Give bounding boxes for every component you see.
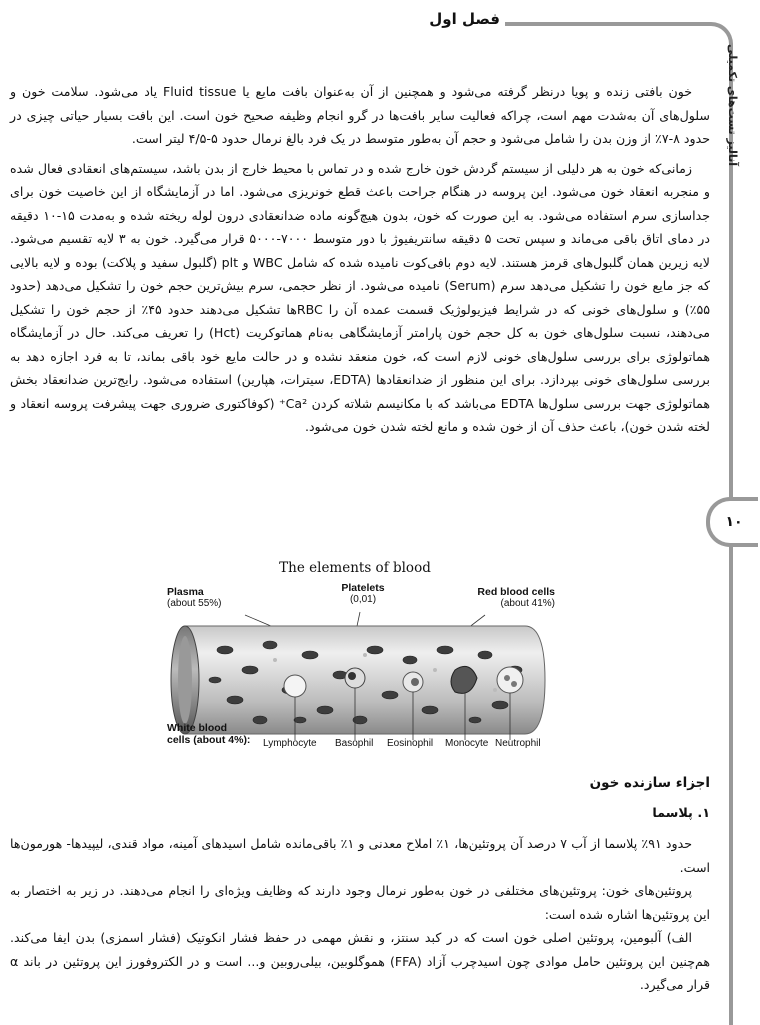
monocyte-label: Monocyte <box>445 738 489 749</box>
rbc-label: Red blood cells (about 41%) <box>477 586 555 609</box>
figure-title: The elements of blood <box>279 560 431 576</box>
blood-elements-figure <box>165 560 560 760</box>
header-rule <box>505 22 710 26</box>
plasma-text <box>10 832 710 997</box>
proteins-paragraph: پروتئین‌های خون: پروتئین‌های مختلفی در خون به‌طور نرمال وجود دارند که وظایف ویژه‌ای را انجام می‌دهند. در زیر به اختصار به این پروتئین‌ها اشاره شده است: <box>10 883 710 922</box>
intro-paragraph-1: خون بافتی زنده و پویا درنظر گرفته می‌شود و همچنین از آن به‌عنوان بافت مایع یا Fluid tissue یاد می‌شود. سلامت خون و سلول‌های آن به‌شدت مهم است، چراکه فعالیت سایر بافت‌ها در گرو انجام وظیفه صحیح خون است. این بافت بسیار حیاتی چیزی در حدود ۸-۷٪ از وزن بدن را شامل می‌شود و حجم آن به‌طور متوسط در یک فرد بالغ نرمال حدود ۵-۴/۵ لیتر است. <box>10 84 710 146</box>
lymphocyte-label: Lymphocyte <box>263 738 317 749</box>
intro-paragraph-2: زمانی‌که خون به هر دلیلی از سیستم گردش خون خارج شده و در تماس با محیط خارج از بدن باشد، سیستم‌های انعقادی فعال شده و منجربه انعقاد خون می‌شود. این پروسه در هنگام جراحت باعث قطع خونریزی می‌شود. اما در آزمایشگاه از این خاصیت خون برای جداسازی سرم استفاده می‌شود. به این صورت که خون، بدون هیچ‌گونه ماده ضدانعقادی درون لوله ریخته شده و به‌مدت ۱۵-۱۰ دقیقه در دمای اتاق باقی می‌ماند و سپس تحت ۵ دقیقه سانتریفیوژ با دور متوسط ۷۰۰۰-۵۰۰۰ قرار می‌گیرد. خون به ۳ لایه تقسیم می‌شود. لایه زیرین همان گلبول‌های قرمز هستند. لایه دوم بافی‌کوت نامیده شده که شامل WBC و plt (گلبول سفید و پلاکت) بوده و لایه بالایی که جز مایع خون را تشکیل می‌دهد سرم (Serum) نامیده می‌شود. از نظر حجمی، سرم بیش‌ترین حجم خون را تشکیل می‌دهد (حدود ۵۵٪) و سلول‌های خونی که در شرایط فیزیولوژیک قسمت عمده آن را RBCها تشکیل می‌دهند حدود ۴۵٪ از حجم خون را تشکیل می‌دهند، نسبت سلول‌های خون به کل حجم خون پارامتر آزمایشگاهی به‌نام هماتوکریت (Hct) را تعریف می‌کند. حال در آزمایشگاه هماتولوژی برای بررسی سلول‌های خونی لازم است که، خون منعقد نشده و در حالت مایع خود باقی بماند، تا به فرد اجازه دهد به بررسی سلول‌های خونی بپردازد. برای این منظور از ضدانعقادها (EDTA، سیترات، هپارین) استفاده می‌شود. رایج‌ترین ضدانعقاد بخش هماتولوژی جهت بررسی سلول‌ها EDTA می‌باشد که با مکانیسم شلاته کردن Ca²⁺ (کوفاکتوری ضروری جهت پیشرفت پروسه انعقاد و لخته شدن خون)، باعث حذف آن از خون شده و مانع لخته شدن خون می‌شود. <box>10 160 711 434</box>
eosinophil-label: Eosinophil <box>387 738 434 749</box>
side-frame-lower <box>729 535 733 1025</box>
chapter-title: فصل اول <box>429 10 500 28</box>
wbc-label: White blood cells (about 4%): <box>167 722 251 746</box>
neutrophil-label: Neutrophil <box>495 738 541 749</box>
section-heading: اجزاء سازنده خون <box>589 775 710 791</box>
side-title: آنالیز تست‌های تکمیلی <box>726 44 739 166</box>
platelets-label: Platelets (0,01) <box>341 582 385 605</box>
plasma-label: Plasma (about 55%) <box>167 586 222 609</box>
albumin-paragraph: الف) آلبومین، پروتئین اصلی خون است که در کبد سنتز، و نقش مهمی در حفظ فشار انکوتیک (فشار اسمزی) بدن ایفا می‌کند. هم‌چنین این پروتئین حامل موادی چون اسیدچرب آزاد (FFA) هموگلوبین، بیلی‌روبین و... است و در الکتروفورز این پروتئین در باند α قرار می‌گیرد. <box>10 930 711 992</box>
intro-text <box>10 80 710 439</box>
basophil-label: Basophil <box>335 738 374 749</box>
page-number: ۱۰ <box>706 497 758 547</box>
plasma-paragraph: حدود ۹۱٪ پلاسما از آب ۷ درصد آن پروتئین‌ها، ۱٪ املاح معدنی و ۱٪ باقی‌مانده شامل اسیدهای آمینه، مواد قندی، لیپیدها- هورمون‌ها است. <box>10 836 710 875</box>
subsection-heading-plasma: ۱. پلاسما <box>652 806 710 821</box>
